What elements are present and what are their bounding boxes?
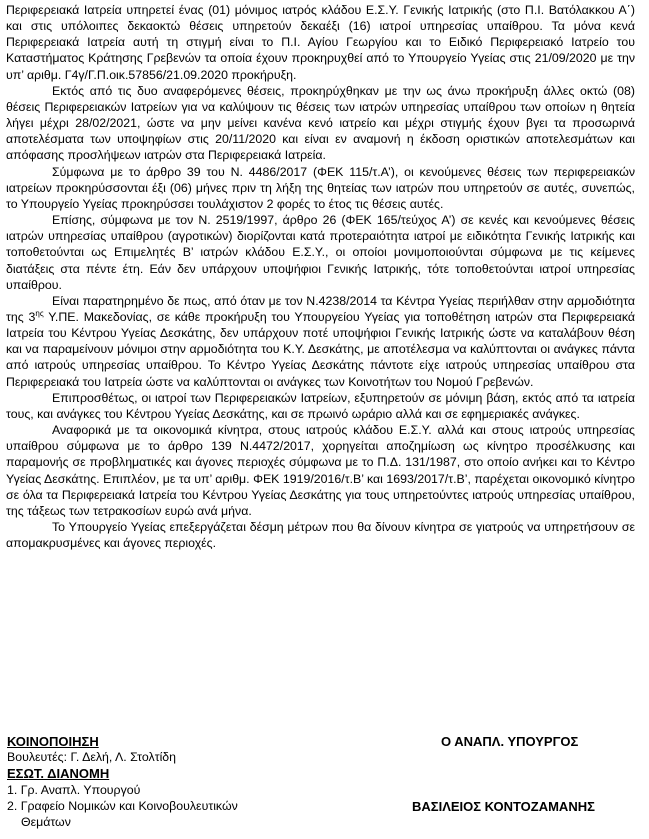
internal-distribution-title: ΕΣΩΤ. ΔΙΑΝΟΜΗ (7, 766, 110, 781)
signatory-name: ΒΑΣΙΛΕΙΟΣ ΚΟΝΤΟΖΑΜΑΝΗΣ (412, 799, 595, 814)
paragraph-7: Αναφορικά με τα οικονομικά κίνητρα, στους ιατρούς κλάδου Ε.Σ.Υ. αλλά και στους ιατρούς υπηρεσίας υπαίθρου σύμφωνα με το άρθρο 139 Ν.4472/2017, χορηγείται αποζημίωση ως κίνητρο προσέλκυσης και παραμονής σε προβληματικές και άγονες περιοχές σύμφωνα με το Π.Δ. 131/1987, στο οποίο ανήκει και το Κέντρο Υγείας Δεσκάτης. Επιπλέον, με τα υπ’ αριθμ. ΦΕΚ 1919/2016/τ.Β’ και 1693/2017/τ.Β’, παρέχεται οικονομικό κίνητρο σε όλα τα Περιφερειακά Ιατρεία του Κέντρου Υγείας Δεσκάτης για τους υπηρετούντες ιατρούς υπηρεσίας υπαίθρου, της τάξεως των τετρακοσίων ευρώ ανά μήνα. (6, 423, 635, 518)
signatory-title: Ο ΑΝΑΠΛ. ΥΠΟΥΡΓΟΣ (441, 734, 579, 749)
notification-recipients: Βουλευτές: Γ. Δελή, Λ. Στολτίδη (7, 750, 177, 764)
notification-title: ΚΟΙΝΟΠΟΙΗΣΗ (7, 734, 99, 749)
distribution-item: 2. Γραφείο Νομικών και Κοινοβουλευτικών (7, 799, 238, 813)
internal-distribution-list (7, 782, 238, 830)
paragraph-2: Εκτός από τις δυο αναφερόμενες θέσεις, προκηρύχθηκαν με την ως άνω προκήρυξη άλλες οκτώ (08) θέσεις Περιφερειακών Ιατρείων για να καλύψουν τις θέσεις των ιατρών υπηρεσίας υπαίθρου των οποίων η θητεία λήγει μέχρι 28/02/2021, ώστε να μην μείνει κανένα κενό ιατρείο και μέχρι στιγμής έχουν βγει τα προσωρινά αποτελέσματα των υποψηφίων στις 20/11/2020 και είναι εν αναμονή η έκδοση οριστικών αποτελεσμάτων και απόφασης προσλήψεων ιατρών στα Περιφερειακά Ιατρεία. (6, 83, 635, 163)
paragraph-5-rest: Υ.ΠΕ. Μακεδονίας, σε κάθε προκήρυξη του Υπουργείου Υγείας για τοποθέτηση ιατρών στα Περιφερειακά Ιατρεία του Κέντρου Υγείας Δεσκάτης, δεν υπάρχουν ποτέ υποψήφιοι Γενικής Ιατρικής ώστε να καταλάβουν θέση και να παραμείνουν μόνιμοι στην αρμοδιότητα του Κ.Υ. Δεσκάτης, με αποτέλεσμα να καλύπτονται οι ανάγκες πάντα από ιατρούς υπηρεσίας υπαίθρου. Το Κέντρο Υγείας Δεσκάτης πάντοτε είχε ιατρούς υπηρεσίας υπαίθρου στα Περιφερειακά του Ιατρεία ώστε να καλύπτονται οι ανάγκες των Κοινοτήτων του Νομού Γρεβενών. (6, 309, 635, 389)
distribution-item-continuation: Θεμάτων (21, 815, 71, 829)
paragraph-5 (6, 293, 635, 390)
paragraph-8: Το Υπουργείο Υγείας επεξεργάζεται δέσμη μέτρων που θα δίνουν κίνητρα σε γιατρούς να υπηρετήσουν σε απομακρυσμένες και άγονες περιοχές. (6, 520, 635, 551)
document-body (6, 2, 635, 551)
ordinal-suffix: ης (35, 308, 44, 318)
paragraph-4: Επίσης, σύμφωνα με τον Ν. 2519/1997, άρθρο 26 (ΦΕΚ 165/τεύχος Α’) σε κενές και κενούμενες θέσεις ιατρών υπηρεσίας υπαίθρου (αγροτικών) διορίζονται κατά προτεραιότητα ιατροί με ειδικότητα Γενικής Ιατρικής και τοποθετούνται ως Επιμελητές Β’ ιατρών κλάδου Ε.Σ.Υ., οι οποίοι μονιμοποιούνται σύμφωνα με τις κείμενες διατάξεις στα πέντε έτη. Εάν δεν υπάρχουν υποψήφιοι Γενικής Ιατρικής, τότε τοποθετούνται ιατροί υπηρεσίας υπαίθρου. (6, 213, 635, 292)
distribution-item: 1. Γρ. Αναπλ. Υπουργού (7, 783, 141, 797)
paragraph-5-start: Είναι παρατηρημένο δε πως, από όταν με τον Ν.4238/2014 τα Κέντρα Υγείας περιήλθαν στην αρμοδιότητα της 3 (6, 293, 635, 324)
paragraph-6: Επιπροσθέτως, οι ιατροί των Περιφερειακών Ιατρείων, εξυπηρετούν σε μόνιμη βάση, εκτός από τα ιατρεία τους, και ανάγκες του Κέντρου Υγείας Δεσκάτης, και σε πρωινό ωράριο αλλά και σε εφημεριακές ανάγκες. (6, 390, 635, 421)
paragraph-3: Σύμφωνα με το άρθρο 39 του Ν. 4486/2017 (ΦΕΚ 115/τ.Α’), οι κενούμενες θέσεις των περιφερειακών ιατρείων προκηρύσσονται έξι (06) μήνες πριν τη λήξη της θητείας των ιατρών που υπηρετούν σε αυτές, συνεπώς, το Υπουργείο Υγείας προκηρύσσει τουλάχιστον 2 φορές το έτος τις θέσεις αυτές. (6, 164, 635, 211)
paragraph-1: Περιφερειακά Ιατρεία υπηρετεί ένας (01) μόνιμος ιατρός κλάδου Ε.Σ.Υ. Γενικής Ιατρικής (στο Π.Ι. Βατόλακκου Α΄) και στις υπόλοιπες δεκαοκτώ θέσεις υπηρετούν δεκαέξι (16) ιατροί υπηρεσίας υπαίθρου. Τα μόνα κενά Περιφερειακά Ιατρεία αυτή τη στιγμή είναι το Π.Ι. Αγίου Γεωργίου και το Ειδικό Περιφερειακό Ιατρείο του Καταστήματος Κράτησης Γρεβενών τα οποία έχουν προκηρυχθεί από το Υπουργείο Υγείας στις 21/09/2020 με την υπ’ αριθμ. Γ4γ/Γ.Π.οικ.57856/21.09.2020 προκήρυξη. (6, 3, 635, 82)
